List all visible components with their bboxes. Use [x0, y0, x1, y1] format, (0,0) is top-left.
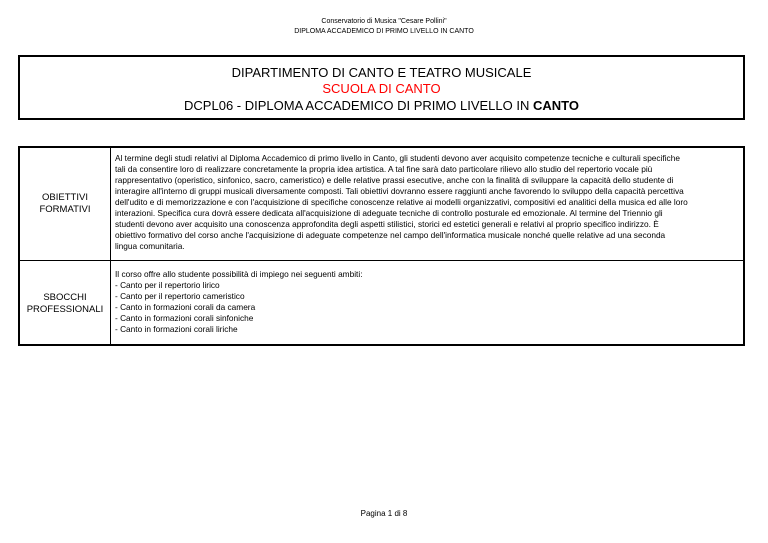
text-line: interazioni. Specifica cura dovrà essere dedicata all'acquisizione di adeguate tecniche di controllo posturale ed emozionale. Al termine del Triennio gli	[115, 208, 663, 218]
department-title: DIPARTIMENTO DI CANTO E TEATRO MUSICALE	[231, 65, 532, 80]
obiettivi-label-line1: OBIETTIVI	[42, 192, 88, 203]
text-line: - Canto per il repertorio cameristico	[115, 291, 245, 301]
text-line: interagire all'interno di gruppi musicali diversamente composti. Tali obiettivi dovranno essere raggiunti anche favorendo lo sviluppo della capacità percettiva	[115, 186, 684, 196]
obiettivi-text	[115, 153, 741, 252]
text-line: - Canto in formazioni corali da camera	[115, 302, 256, 312]
sbocchi-text	[115, 269, 741, 335]
obiettivi-row	[20, 148, 743, 261]
text-line: Il corso offre allo studente possibilità di impiego nei seguenti ambiti:	[115, 269, 363, 279]
text-line: tali da consentire loro di realizzare concretamente la propria idea artistica. A tal fine sarà dato particolare rilievo allo studio del repertorio vocale più	[115, 164, 653, 174]
obiettivi-label	[20, 148, 111, 260]
title-box	[18, 55, 745, 120]
header-course: DIPLOMA ACCADEMICO DI PRIMO LIVELLO IN CANTO	[294, 27, 474, 35]
page-number: Pagina 1 di 8	[360, 509, 408, 518]
text-line: - Canto in formazioni corali liriche	[115, 324, 238, 334]
course-info-table	[18, 146, 745, 346]
text-line: studenti devono aver acquisito una conoscenza approfondita degli aspetti stilistici, storici ed estetici generali e relativi al proprio specifico indirizzo. È	[115, 219, 659, 229]
text-line: Al termine degli studi relativi al Diploma Accademico di primo livello in Canto, gli studenti devono aver acquisito competenze tecniche e culturali specifiche	[115, 153, 680, 163]
school-title: SCUOLA DI CANTO	[322, 81, 441, 96]
header-institution: Conservatorio di Musica "Cesare Pollini"	[321, 18, 447, 25]
course-title-prefix: DCPL06 - DIPLOMA ACCADEMICO DI PRIMO LIVELLO IN	[184, 98, 533, 113]
obiettivi-label-line2: FORMATIVI	[39, 204, 91, 215]
text-line: - Canto per il repertorio lirico	[115, 280, 220, 290]
text-line: - Canto in formazioni corali sinfoniche	[115, 313, 254, 323]
sbocchi-label	[20, 261, 111, 346]
sbocchi-label-line2: PROFESSIONALI	[26, 303, 104, 315]
text-line: rappresentativo (operistico, sinfonico, sacro, cameristico) e delle relative prassi esecutive, anche con la finalità di sviluppare la capacità dello studente di	[115, 175, 674, 185]
text-line: dell'udito e di memorizzazione e con l'acquisizione di specifiche conoscenze relative ai modelli organizzativi, compositivi ed analitici della musica ed alle loro	[115, 197, 688, 207]
text-line: lingua comunitaria.	[115, 241, 185, 251]
page-footer	[0, 509, 768, 519]
text-line: obiettivo formativo del corso anche l'acquisizione di adeguate competenze nel campo dell'informatica musicale nonché quelle relative ad una seconda	[115, 230, 666, 240]
course-title-bold: CANTO	[532, 98, 579, 113]
page-header	[0, 17, 768, 36]
course-title	[20, 97, 743, 114]
sbocchi-label-line1: SBOCCHI	[43, 291, 87, 303]
sbocchi-row	[20, 261, 743, 346]
